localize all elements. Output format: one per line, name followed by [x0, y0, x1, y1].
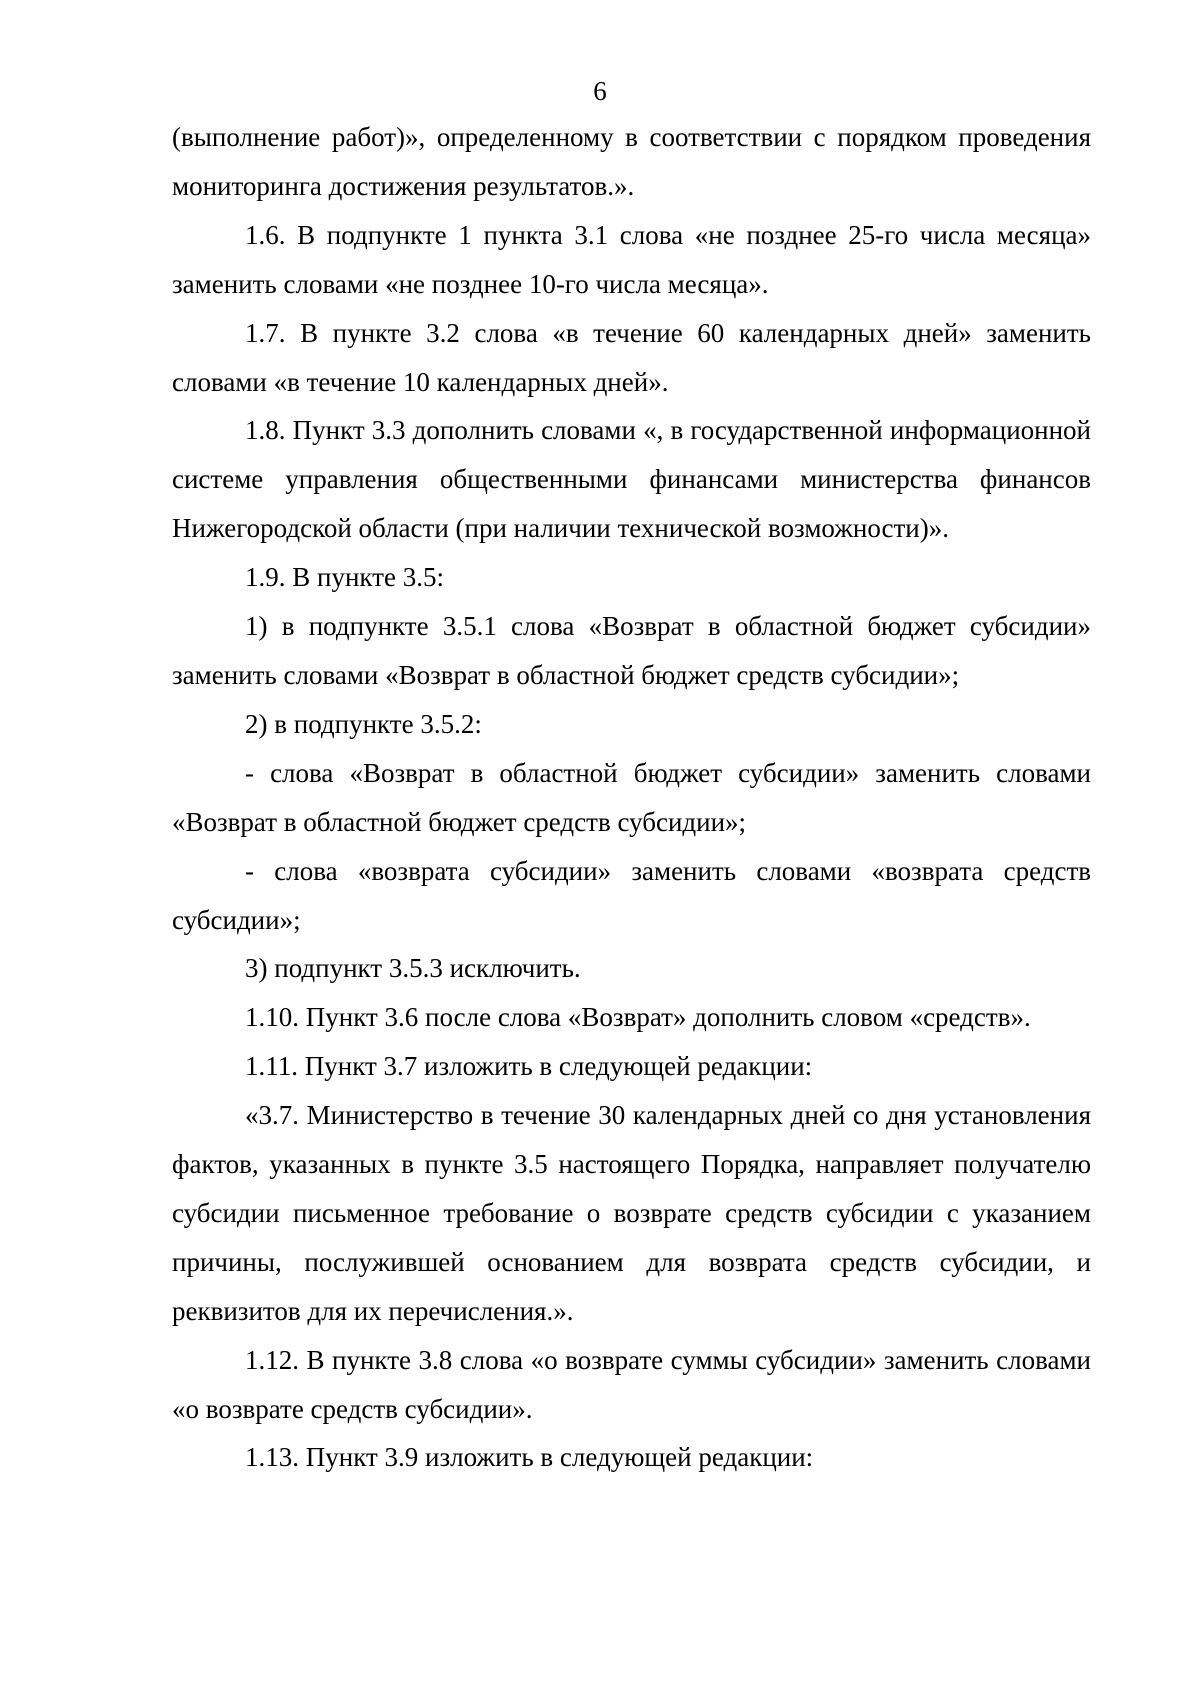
paragraph-1-9-item-1: 1) в подпункте 3.5.1 слова «Возврат в областной бюджет субсидии» заменить словами «Возврат в областной бюджет средств субсидии»;	[172, 611, 1091, 690]
paragraph-1-13: 1.13. Пункт 3.9 изложить в следующей редакции:	[245, 1442, 814, 1473]
paragraph-1-9-item-2-dash-2: - слова «возврата субсидии» заменить словами «возврата средств субсидии»;	[172, 855, 1091, 935]
paragraph-1-9-item-2-dash-1: - слова «Возврат в областной бюджет субсидии» заменить словами «Возврат в областной бюджет средств субсидии»;	[172, 757, 1091, 837]
paragraph-1-12: 1.12. В пункте 3.8 слова «о возврате суммы субсидии» заменить словами «о возврате средств субсидии».	[172, 1344, 1091, 1424]
paragraph-1-11: 1.11. Пункт 3.7 изложить в следующей редакции:	[245, 1051, 813, 1082]
paragraph-1-6: 1.6. В подпункте 1 пункта 3.1 слова «не позднее 25-го числа месяца» заменить словами «не позднее 10-го числа месяца».	[172, 219, 1091, 299]
paragraph-1-8: 1.8. Пункт 3.3 дополнить словами «, в государственной информационной системе управления общественными финансами министерства финансов Нижегородской области (при наличии технической возможности)».	[172, 415, 1091, 544]
document-body	[172, 113, 1091, 1482]
paragraph-1-9-item-3: 3) подпункт 3.5.3 исключить.	[245, 953, 581, 984]
paragraph-3-7-quote: «3.7. Министерство в течение 30 календарных дней со дня установления фактов, указанных в пункте 3.5 настоящего Порядка, направляет получателю субсидии письменное требование о возврате средств субсидии с указанием причины, послужившей основанием для возврата средств субсидии, и реквизитов для их перечисления.».	[172, 1100, 1091, 1326]
paragraph-1-9-item-2: 2) в подпункте 3.5.2:	[245, 708, 482, 739]
page-number: 6	[593, 76, 607, 106]
paragraph-1-7: 1.7. В пункте 3.2 слова «в течение 60 календарных дней» заменить словами «в течение 10 календарных дней».	[172, 317, 1091, 397]
paragraph-continuation: (выполнение работ)», определенному в соответствии с порядком проведения мониторинга достижения результатов.».	[172, 122, 1091, 201]
paragraph-1-10: 1.10. Пункт 3.6 после слова «Возврат» дополнить словом «средств».	[245, 1002, 1031, 1033]
paragraph-1-9: 1.9. В пункте 3.5:	[245, 562, 444, 593]
